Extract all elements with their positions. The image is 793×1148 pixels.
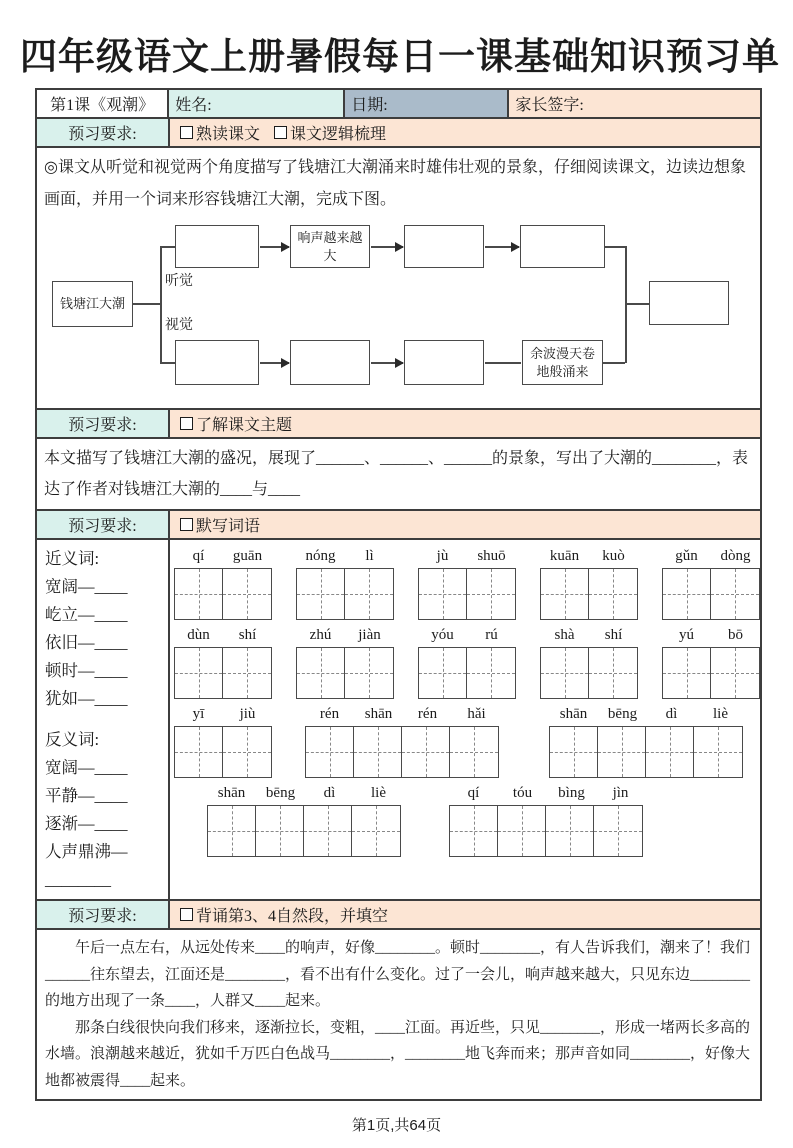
character-cell[interactable] (223, 727, 271, 777)
pinyin-syllable: qí (192, 548, 205, 564)
pinyin-row (662, 548, 760, 568)
pinyin-syllable: rén (417, 706, 438, 722)
connector-line (160, 246, 162, 363)
writing-grid[interactable] (549, 726, 743, 778)
requirement-items (170, 410, 760, 437)
pinyin-syllable: jù (436, 548, 449, 564)
writing-grid[interactable] (540, 647, 638, 699)
pinyin-row (662, 627, 760, 647)
character-cell[interactable] (663, 648, 711, 698)
word-pair-blank: 依旧—____ (45, 633, 128, 652)
word-grid-unit (662, 548, 760, 620)
pinyin-syllable: shà (554, 627, 575, 643)
flowchart-box: 余波漫天卷地般涌来 (522, 340, 603, 385)
theme-text: 本文描写了钱塘江大潮的盛况，展现了______、______、______的景象，写出了大潮的________，表达了作者对钱塘江大潮的____与____ (44, 450, 749, 498)
character-cell[interactable] (419, 569, 467, 619)
character-cell[interactable] (498, 806, 546, 856)
word-grid-unit (207, 785, 403, 857)
word-pair-blank: 逐渐—____ (45, 814, 128, 833)
pinyin-syllable: rú (485, 627, 498, 643)
character-cell[interactable] (594, 806, 642, 856)
page-number: 第1页,共64页 (351, 1117, 442, 1134)
arrow-line (371, 246, 403, 248)
requirement-items (170, 511, 760, 538)
word-pairs-column (37, 540, 170, 899)
word-grid-unit (296, 627, 394, 699)
writing-grid[interactable] (174, 568, 272, 620)
character-cell[interactable] (467, 569, 515, 619)
pinyin-row (549, 706, 745, 726)
flowchart-blank-box[interactable] (520, 225, 605, 268)
character-cell[interactable] (208, 806, 256, 856)
name-label: 姓名: (175, 97, 212, 114)
requirement-item (180, 412, 292, 435)
writing-grid[interactable] (305, 726, 499, 778)
character-cell[interactable] (256, 806, 304, 856)
character-cell[interactable] (646, 727, 694, 777)
theme-row (37, 439, 760, 511)
writing-grid[interactable] (174, 647, 272, 699)
intro-flowchart-row (37, 148, 760, 410)
pinyin-syllable: dùn (187, 627, 210, 643)
character-cell[interactable] (589, 569, 637, 619)
character-cell[interactable] (419, 648, 467, 698)
word-grid-unit (174, 627, 272, 699)
character-cell[interactable] (345, 648, 393, 698)
worksheet-table (35, 88, 762, 1101)
character-cell[interactable] (450, 727, 498, 777)
writing-grids-area (170, 540, 760, 899)
requirement-row-3 (37, 511, 760, 540)
character-cell[interactable] (467, 648, 515, 698)
requirement-text: 熟读课文 (196, 126, 261, 143)
character-cell[interactable] (450, 806, 498, 856)
pinyin-syllable: dì (323, 785, 336, 801)
word-grid-unit (296, 548, 394, 620)
arrow-line (371, 362, 403, 364)
name-field[interactable] (169, 90, 345, 117)
flowchart-result-box[interactable] (649, 281, 729, 325)
pinyin-syllable: nóng (305, 548, 336, 564)
word-grid-unit (540, 627, 638, 699)
word-grid-unit (449, 785, 645, 857)
requirement-text: 了解课文主题 (196, 417, 293, 434)
connector-line (603, 362, 625, 364)
writing-grid[interactable] (662, 647, 760, 699)
requirement-text: 课文逻辑梳理 (290, 126, 387, 143)
character-cell[interactable] (175, 648, 223, 698)
character-cell[interactable] (304, 806, 352, 856)
pinyin-syllable: tóu (512, 785, 533, 801)
pinyin-row (174, 627, 272, 647)
pinyin-row (296, 627, 394, 647)
connector-line (485, 362, 521, 364)
character-cell[interactable] (663, 569, 711, 619)
word-pair-blank: 宽阔—____ (45, 577, 128, 596)
pinyin-syllable: kuān (549, 548, 580, 564)
requirement-label-cell: 预习要求: (37, 119, 170, 146)
flowchart-blank-box[interactable] (404, 340, 484, 385)
flowchart-blank-box[interactable] (404, 225, 484, 268)
date-label: 日期: (351, 97, 388, 114)
pinyin-syllable: bō (728, 627, 743, 643)
pinyin-syllable: yī (192, 706, 205, 722)
requirement-row-4 (37, 901, 760, 930)
date-field[interactable] (345, 90, 509, 117)
character-cell[interactable] (550, 727, 598, 777)
pinyin-syllable: dòng (720, 548, 751, 564)
pinyin-row (540, 548, 638, 568)
character-cell[interactable] (402, 727, 450, 777)
flowchart-blank-box[interactable] (175, 340, 259, 385)
character-cell[interactable] (589, 648, 637, 698)
requirement-text: 背诵第3、4自然段，并填空 (196, 908, 389, 925)
pinyin-syllable: jìn (612, 785, 629, 801)
words-section (37, 540, 760, 901)
character-cell[interactable] (711, 648, 759, 698)
character-cell[interactable] (354, 727, 402, 777)
word-grid-unit (549, 706, 745, 778)
pinyin-row (174, 706, 272, 726)
pinyin-syllable: yóu (431, 627, 454, 643)
intro-paragraph: ◎课文从听觉和视觉两个角度描写了钱塘江大潮涌来时雄伟壮观的景象，仔细阅读课文，边读边想象画面，并用一个词来形容钱塘江大潮，完成下图。 (44, 159, 746, 208)
character-cell[interactable] (175, 569, 223, 619)
character-cell[interactable] (306, 727, 354, 777)
arrow-line (260, 362, 289, 364)
recite-paragraph-1: 午后一点左右，从远处传来____的响声，好像________。顿时________，有人告诉我们，潮来了！我们______往东望去，江面还是________，看不出有什么变化。过了一会儿，响声越来越大，只见东边________的地方出现了一条____，人群又____起来。 (45, 940, 751, 1009)
antonym-header: 反义词: (45, 730, 100, 749)
requirement-item (180, 121, 260, 144)
pinyin-syllable: hǎi (467, 706, 486, 722)
requirement-items (170, 119, 760, 146)
requirement-label-cell: 预习要求: (37, 511, 170, 538)
word-pair-blank: 宽阔—____ (45, 758, 128, 777)
character-cell[interactable] (541, 569, 589, 619)
requirement-item (274, 121, 386, 144)
requirement-row-1 (37, 119, 760, 148)
word-grid-unit (418, 627, 516, 699)
word-pair-blank: 人声鼎沸— (45, 842, 128, 861)
pinyin-syllable: liè (371, 785, 386, 801)
flowchart-root-box: 钱塘江大潮 (52, 281, 133, 327)
connector-line (625, 303, 649, 305)
writing-grid[interactable] (418, 568, 516, 620)
pinyin-syllable: yú (679, 627, 694, 643)
connector-line (605, 246, 626, 248)
pinyin-syllable: shuō (477, 548, 506, 564)
character-cell[interactable] (598, 727, 646, 777)
arrow-line (260, 246, 289, 248)
pinyin-syllable: bēng (607, 706, 638, 722)
pinyin-syllable: kuò (602, 548, 625, 564)
pinyin-row (174, 548, 272, 568)
connector-line (160, 246, 175, 248)
character-cell[interactable] (541, 648, 589, 698)
character-cell[interactable] (297, 648, 345, 698)
pinyin-syllable: shān (217, 785, 246, 801)
character-cell[interactable] (175, 727, 223, 777)
character-cell[interactable] (223, 648, 271, 698)
word-grid-unit (174, 706, 272, 778)
checkbox-icon[interactable] (274, 126, 287, 139)
character-cell[interactable] (711, 569, 759, 619)
pinyin-row (540, 627, 638, 647)
word-pair-blank: 平静—____ (45, 786, 128, 805)
character-cell[interactable] (223, 569, 271, 619)
page-title: 四年级语文上册暑假每日一课基础知识预习单 (20, 37, 780, 78)
synonym-header: 近义词: (45, 549, 100, 568)
pinyin-syllable: shí (604, 627, 623, 643)
checkbox-icon[interactable] (180, 126, 193, 139)
flowchart-vision-label: 视觉 (165, 318, 193, 333)
character-cell[interactable] (694, 727, 742, 777)
character-cell[interactable] (546, 806, 594, 856)
connector-line (625, 246, 627, 363)
requirement-row-2 (37, 410, 760, 439)
requirement-label-cell: 预习要求: (37, 410, 170, 437)
checkbox-icon[interactable] (180, 417, 193, 430)
pinyin-row (296, 548, 394, 568)
lesson-title: 第1课《观潮》 (37, 90, 169, 117)
pinyin-row (449, 785, 645, 805)
signature-label: 家长签字: (515, 97, 584, 114)
character-cell[interactable] (345, 569, 393, 619)
flowchart-blank-box[interactable] (290, 340, 370, 385)
pinyin-syllable: jiù (239, 706, 256, 722)
connector-line (133, 303, 161, 305)
character-cell[interactable] (352, 806, 400, 856)
pinyin-row (207, 785, 403, 805)
pinyin-syllable: shān (559, 706, 588, 722)
requirement-item (180, 903, 388, 926)
writing-grid[interactable] (662, 568, 760, 620)
word-grid-unit (540, 548, 638, 620)
pinyin-syllable: rén (319, 706, 340, 722)
pinyin-row (305, 706, 501, 726)
pinyin-syllable: jiàn (358, 627, 381, 643)
pinyin-syllable: gǔn (675, 548, 698, 564)
pinyin-syllable: qí (467, 785, 480, 801)
pinyin-row (418, 627, 516, 647)
requirement-text: 默写词语 (196, 518, 261, 535)
requirement-items (170, 901, 760, 928)
flowchart-hearing-label: 听觉 (165, 274, 193, 289)
character-cell[interactable] (297, 569, 345, 619)
pinyin-syllable: dì (665, 706, 678, 722)
word-pair-blank: ________ (45, 870, 111, 889)
writing-grid[interactable] (418, 647, 516, 699)
flowchart-box: 响声越来越大 (290, 225, 370, 268)
writing-grid[interactable] (449, 805, 643, 857)
pinyin-syllable: guān (232, 548, 263, 564)
writing-grid[interactable] (174, 726, 272, 778)
writing-grid[interactable] (296, 647, 394, 699)
word-pair-blank: 犹如—____ (45, 689, 128, 708)
writing-grid[interactable] (540, 568, 638, 620)
word-pair-blank: 屹立—____ (45, 605, 128, 624)
pinyin-syllable: liè (713, 706, 728, 722)
word-grid-unit (305, 706, 501, 778)
flowchart (37, 222, 760, 408)
recite-paragraph-2: 那条白线很快向我们移来，逐渐拉长，变粗，____江面。再近些，只见________，形成一堵两长多高的水墙。浪潮越来越近，犹如千万匹白色战马________，________地飞奔而来；那声音如同________，好像大地都被震得____起来。 (45, 1019, 751, 1089)
arrow-line (485, 246, 519, 248)
checkbox-icon[interactable] (180, 518, 193, 531)
requirement-item (180, 513, 260, 536)
word-grid-unit (418, 548, 516, 620)
signature-field[interactable] (509, 90, 760, 117)
pinyin-row (418, 548, 516, 568)
recite-row (37, 930, 760, 1099)
pinyin-syllable: bìng (558, 785, 585, 801)
header-row (37, 90, 760, 119)
flowchart-blank-box[interactable] (175, 225, 259, 268)
writing-grid[interactable] (296, 568, 394, 620)
checkbox-icon[interactable] (180, 908, 193, 921)
connector-line (160, 362, 175, 364)
writing-grid[interactable] (207, 805, 401, 857)
word-pair-blank: 顿时—____ (45, 661, 128, 680)
pinyin-syllable: lì (365, 548, 374, 564)
pinyin-syllable: shān (364, 706, 393, 722)
pinyin-syllable: zhú (309, 627, 332, 643)
worksheet-page (0, 26, 793, 1148)
pinyin-syllable: shí (238, 627, 257, 643)
word-grid-unit (174, 548, 272, 620)
pinyin-syllable: bēng (265, 785, 296, 801)
word-grid-unit (662, 627, 760, 699)
requirement-label-cell: 预习要求: (37, 901, 170, 928)
